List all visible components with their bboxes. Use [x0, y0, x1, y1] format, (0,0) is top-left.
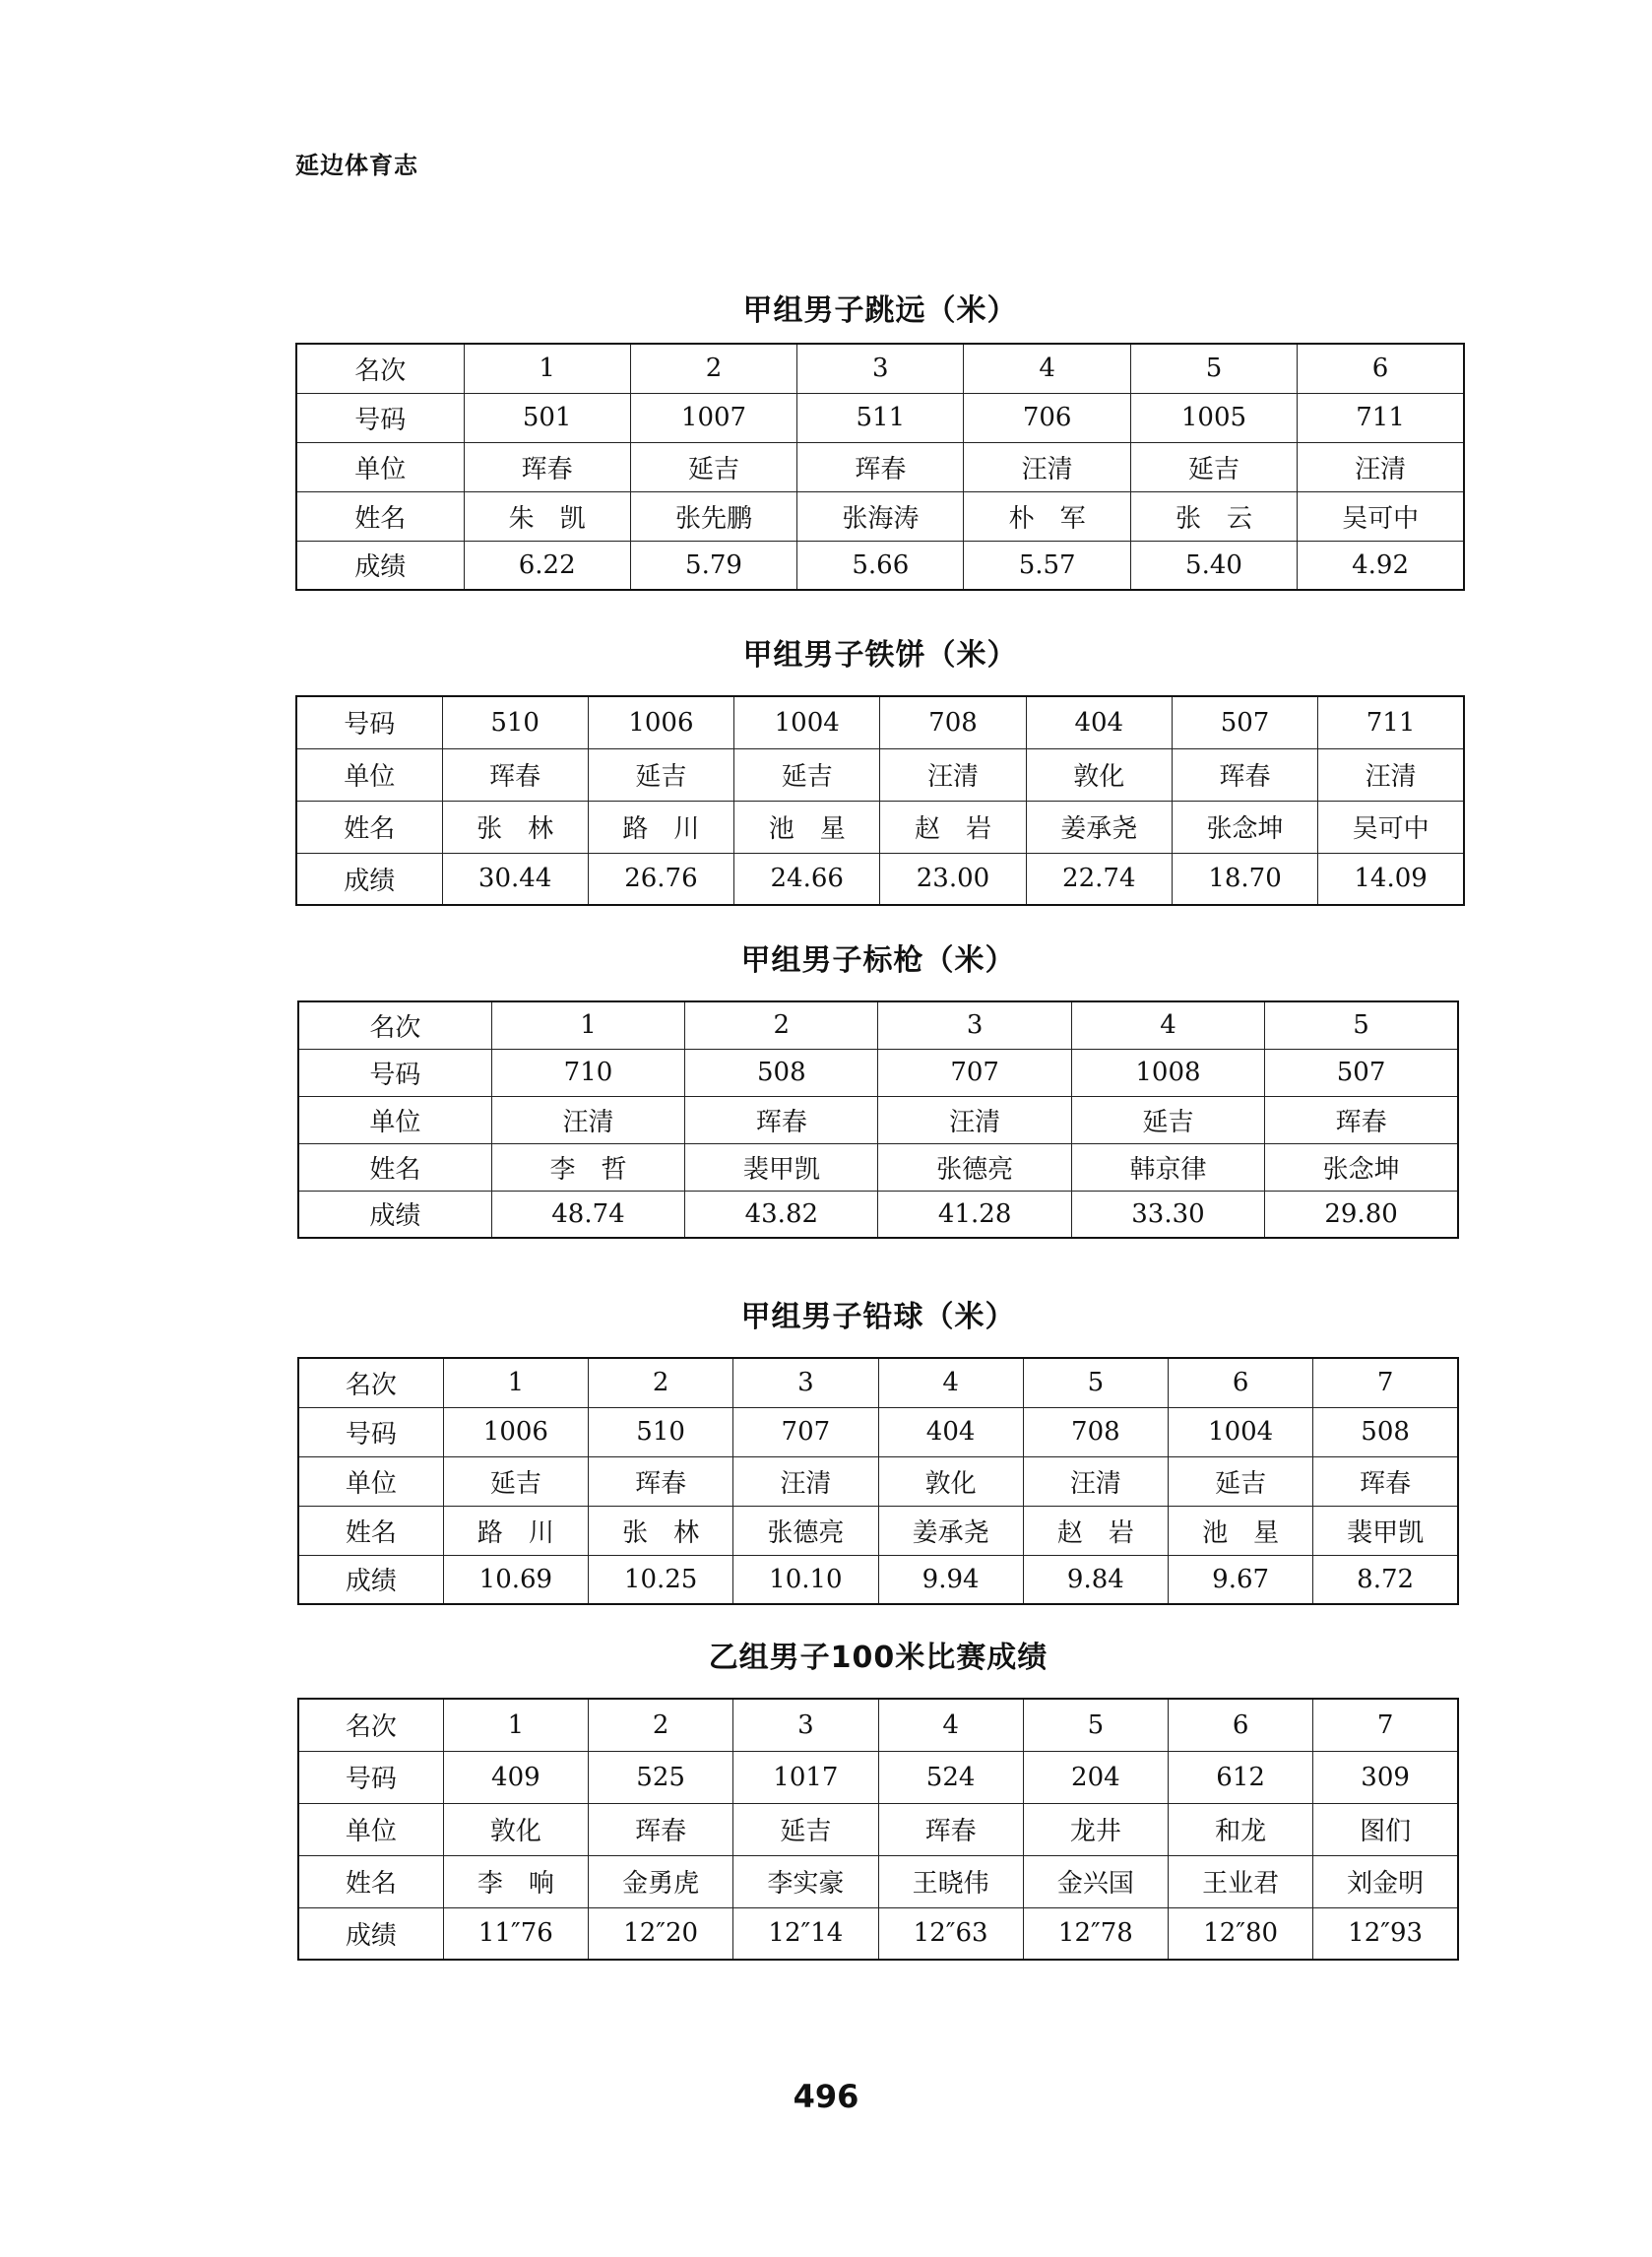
table-cell: 23.00	[880, 853, 1026, 905]
table-cell: 2	[685, 1001, 878, 1049]
row-header: 号码	[296, 696, 442, 748]
table-cell: 5	[1265, 1001, 1458, 1049]
row-header: 名次	[298, 1358, 443, 1407]
table-cell: 汪清	[733, 1456, 878, 1506]
table-cell: 48.74	[491, 1191, 684, 1238]
row-header: 单位	[298, 1456, 443, 1506]
row-header: 姓名	[298, 1143, 491, 1191]
row-header: 号码	[296, 393, 464, 442]
table-title: 乙组男子100米比赛成绩	[708, 1641, 1048, 1675]
table-cell: 404	[1026, 696, 1172, 748]
table-cell: 11″76	[443, 1907, 588, 1960]
table-cell: 4.92	[1298, 541, 1464, 590]
table-cell: 708	[880, 696, 1026, 748]
table-row	[298, 1751, 1458, 1803]
table-cell: 李 哲	[491, 1143, 684, 1191]
table-cell: 12″80	[1169, 1907, 1313, 1960]
results-table	[295, 343, 1465, 591]
row-header: 姓名	[296, 491, 464, 541]
table-row	[298, 1456, 1458, 1506]
table-cell: 1006	[443, 1407, 588, 1456]
row-header: 单位	[298, 1096, 491, 1143]
table-cell: 珲春	[878, 1803, 1023, 1855]
table-cell: 12″93	[1313, 1907, 1458, 1960]
table-cell: 10.25	[589, 1555, 733, 1604]
table-cell: 1	[491, 1001, 684, 1049]
row-header: 号码	[298, 1049, 491, 1096]
table-cell: 2	[630, 344, 796, 393]
row-header: 单位	[298, 1803, 443, 1855]
table-cell: 7	[1313, 1358, 1458, 1407]
table-cell: 510	[442, 696, 588, 748]
row-header: 名次	[296, 344, 464, 393]
long-jump-block	[295, 291, 1465, 591]
table-cell: 汪清	[1318, 748, 1464, 801]
running-header: 延边体育志	[295, 152, 418, 179]
row-header: 成绩	[298, 1191, 491, 1238]
table-cell: 珲春	[589, 1803, 733, 1855]
table-cell: 41.28	[878, 1191, 1071, 1238]
discus-block	[295, 636, 1465, 906]
table-cell: 3	[797, 344, 964, 393]
sprint-100m-block	[297, 1639, 1459, 1961]
table-cell: 409	[443, 1751, 588, 1803]
table-cell: 5.79	[630, 541, 796, 590]
table-cell: 710	[491, 1049, 684, 1096]
table-cell: 珲春	[685, 1096, 878, 1143]
table-row	[298, 1907, 1458, 1960]
table-row	[296, 801, 1464, 853]
row-header: 姓名	[296, 801, 442, 853]
table-cell: 9.67	[1169, 1555, 1313, 1604]
table-cell: 6	[1169, 1358, 1313, 1407]
table-row	[296, 748, 1464, 801]
table-cell: 朴 军	[964, 491, 1130, 541]
table-cell: 敦化	[1026, 748, 1172, 801]
table-cell: 珲春	[1172, 748, 1317, 801]
table-cell: 1006	[588, 696, 733, 748]
row-header: 成绩	[298, 1907, 443, 1960]
table-cell: 1	[464, 344, 630, 393]
table-row	[298, 1855, 1458, 1907]
table-cell: 张 林	[442, 801, 588, 853]
table-row	[298, 1049, 1458, 1096]
table-row	[298, 1096, 1458, 1143]
table-cell: 511	[797, 393, 964, 442]
table-cell: 韩京律	[1071, 1143, 1264, 1191]
table-cell: 汪清	[964, 442, 1130, 491]
table-cell: 501	[464, 393, 630, 442]
table-title: 甲组男子铁饼（米）	[742, 638, 1018, 673]
table-cell: 507	[1172, 696, 1317, 748]
table-cell: 1004	[1169, 1407, 1313, 1456]
table-cell: 10.10	[733, 1555, 878, 1604]
table-cell: 姜承尧	[1026, 801, 1172, 853]
table-cell: 延吉	[1071, 1096, 1264, 1143]
row-header: 成绩	[296, 541, 464, 590]
table-cell: 711	[1318, 696, 1464, 748]
table-cell: 张海涛	[797, 491, 964, 541]
table-cell: 510	[589, 1407, 733, 1456]
table-cell: 7	[1313, 1699, 1458, 1751]
table-cell: 5.66	[797, 541, 964, 590]
table-cell: 12″14	[733, 1907, 878, 1960]
table-cell: 309	[1313, 1751, 1458, 1803]
table-cell: 珲春	[464, 442, 630, 491]
table-cell: 30.44	[442, 853, 588, 905]
table-row	[298, 1803, 1458, 1855]
table-cell: 14.09	[1318, 853, 1464, 905]
table-cell: 龙井	[1023, 1803, 1168, 1855]
row-header: 成绩	[298, 1555, 443, 1604]
results-table	[297, 1357, 1459, 1605]
table-cell: 204	[1023, 1751, 1168, 1803]
table-cell: 1	[443, 1358, 588, 1407]
row-header: 姓名	[298, 1506, 443, 1555]
table-cell: 姜承尧	[878, 1506, 1023, 1555]
table-cell: 5.40	[1130, 541, 1297, 590]
table-cell: 赵 岩	[880, 801, 1026, 853]
table-row	[298, 1407, 1458, 1456]
table-cell: 汪清	[491, 1096, 684, 1143]
results-table	[297, 1000, 1459, 1239]
table-cell: 敦化	[878, 1456, 1023, 1506]
row-header: 成绩	[296, 853, 442, 905]
table-cell: 29.80	[1265, 1191, 1458, 1238]
table-cell: 路 川	[588, 801, 733, 853]
table-cell: 延吉	[1169, 1456, 1313, 1506]
table-cell: 706	[964, 393, 1130, 442]
table-cell: 26.76	[588, 853, 733, 905]
row-header: 号码	[298, 1407, 443, 1456]
table-cell: 4	[878, 1699, 1023, 1751]
table-cell: 裴甲凯	[1313, 1506, 1458, 1555]
table-cell: 33.30	[1071, 1191, 1264, 1238]
table-cell: 吴可中	[1318, 801, 1464, 853]
table-cell: 22.74	[1026, 853, 1172, 905]
shot-put-block	[297, 1298, 1459, 1605]
table-cell: 刘金明	[1313, 1855, 1458, 1907]
table-cell: 18.70	[1172, 853, 1317, 905]
table-cell: 朱 凯	[464, 491, 630, 541]
table-row	[296, 541, 1464, 590]
table-cell: 1004	[734, 696, 880, 748]
table-cell: 1017	[733, 1751, 878, 1803]
table-cell: 张先鹏	[630, 491, 796, 541]
table-cell: 珲春	[797, 442, 964, 491]
table-cell: 金勇虎	[589, 1855, 733, 1907]
row-header: 姓名	[298, 1855, 443, 1907]
table-cell: 张念坤	[1172, 801, 1317, 853]
row-header: 名次	[298, 1001, 491, 1049]
table-cell: 张 林	[589, 1506, 733, 1555]
table-cell: 508	[1313, 1407, 1458, 1456]
table-cell: 5	[1023, 1358, 1168, 1407]
table-cell: 707	[878, 1049, 1071, 1096]
table-row	[296, 853, 1464, 905]
table-cell: 珲春	[442, 748, 588, 801]
table-row	[296, 491, 1464, 541]
table-cell: 张德亮	[878, 1143, 1071, 1191]
table-cell: 敦化	[443, 1803, 588, 1855]
table-cell: 王晓伟	[878, 1855, 1023, 1907]
table-cell: 张念坤	[1265, 1143, 1458, 1191]
table-cell: 507	[1265, 1049, 1458, 1096]
table-cell: 4	[1071, 1001, 1264, 1049]
table-cell: 707	[733, 1407, 878, 1456]
table-cell: 1005	[1130, 393, 1297, 442]
table-cell: 池 星	[734, 801, 880, 853]
table-cell: 图们	[1313, 1803, 1458, 1855]
javelin-block	[297, 941, 1459, 1239]
table-cell: 9.94	[878, 1555, 1023, 1604]
table-cell: 10.69	[443, 1555, 588, 1604]
table-row	[296, 696, 1464, 748]
table-cell: 404	[878, 1407, 1023, 1456]
table-cell: 24.66	[734, 853, 880, 905]
table-cell: 3	[733, 1358, 878, 1407]
table-cell: 6.22	[464, 541, 630, 590]
row-header: 名次	[298, 1699, 443, 1751]
table-cell: 珲春	[1313, 1456, 1458, 1506]
table-cell: 池 星	[1169, 1506, 1313, 1555]
table-cell: 12″20	[589, 1907, 733, 1960]
table-cell: 吴可中	[1298, 491, 1464, 541]
table-row	[296, 393, 1464, 442]
table-cell: 延吉	[733, 1803, 878, 1855]
table-cell: 金兴国	[1023, 1855, 1168, 1907]
table-cell: 12″63	[878, 1907, 1023, 1960]
table-cell: 张 云	[1130, 491, 1297, 541]
table-cell: 延吉	[630, 442, 796, 491]
table-cell: 525	[589, 1751, 733, 1803]
table-cell: 裴甲凯	[685, 1143, 878, 1191]
row-header: 号码	[298, 1751, 443, 1803]
table-cell: 524	[878, 1751, 1023, 1803]
table-cell: 4	[878, 1358, 1023, 1407]
table-cell: 12″78	[1023, 1907, 1168, 1960]
table-cell: 5.57	[964, 541, 1130, 590]
table-cell: 汪清	[1023, 1456, 1168, 1506]
row-header: 单位	[296, 748, 442, 801]
table-row	[298, 1555, 1458, 1604]
table-cell: 3	[878, 1001, 1071, 1049]
page-number: 496	[793, 2078, 859, 2115]
table-cell: 王业君	[1169, 1855, 1313, 1907]
table-cell: 6	[1169, 1699, 1313, 1751]
table-title: 甲组男子铅球（米）	[740, 1300, 1016, 1334]
table-cell: 508	[685, 1049, 878, 1096]
table-cell: 延吉	[588, 748, 733, 801]
row-header: 单位	[296, 442, 464, 491]
results-table	[297, 1698, 1459, 1961]
table-row	[296, 442, 1464, 491]
table-cell: 汪清	[1298, 442, 1464, 491]
table-cell: 1008	[1071, 1049, 1264, 1096]
table-cell: 延吉	[1130, 442, 1297, 491]
table-cell: 1007	[630, 393, 796, 442]
table-cell: 711	[1298, 393, 1464, 442]
table-cell: 708	[1023, 1407, 1168, 1456]
table-cell: 1	[443, 1699, 588, 1751]
table-title: 甲组男子标枪（米）	[740, 943, 1016, 978]
table-cell: 8.72	[1313, 1555, 1458, 1604]
table-cell: 3	[733, 1699, 878, 1751]
table-title: 甲组男子跳远（米）	[742, 293, 1018, 328]
table-row	[298, 1699, 1458, 1751]
table-cell: 张德亮	[733, 1506, 878, 1555]
table-cell: 9.84	[1023, 1555, 1168, 1604]
table-cell: 李 响	[443, 1855, 588, 1907]
table-cell: 4	[964, 344, 1130, 393]
table-row	[298, 1001, 1458, 1049]
table-row	[298, 1358, 1458, 1407]
table-row	[298, 1506, 1458, 1555]
table-cell: 5	[1130, 344, 1297, 393]
table-cell: 汪清	[878, 1096, 1071, 1143]
table-cell: 珲春	[1265, 1096, 1458, 1143]
table-cell: 和龙	[1169, 1803, 1313, 1855]
table-cell: 延吉	[443, 1456, 588, 1506]
table-row	[298, 1191, 1458, 1238]
table-row	[298, 1143, 1458, 1191]
table-cell: 赵 岩	[1023, 1506, 1168, 1555]
table-cell: 612	[1169, 1751, 1313, 1803]
table-cell: 43.82	[685, 1191, 878, 1238]
table-row	[296, 344, 1464, 393]
table-cell: 2	[589, 1699, 733, 1751]
table-cell: 汪清	[880, 748, 1026, 801]
table-cell: 6	[1298, 344, 1464, 393]
table-cell: 珲春	[589, 1456, 733, 1506]
table-cell: 5	[1023, 1699, 1168, 1751]
table-cell: 2	[589, 1358, 733, 1407]
table-cell: 路 川	[443, 1506, 588, 1555]
table-cell: 延吉	[734, 748, 880, 801]
results-table	[295, 695, 1465, 906]
table-cell: 李实豪	[733, 1855, 878, 1907]
